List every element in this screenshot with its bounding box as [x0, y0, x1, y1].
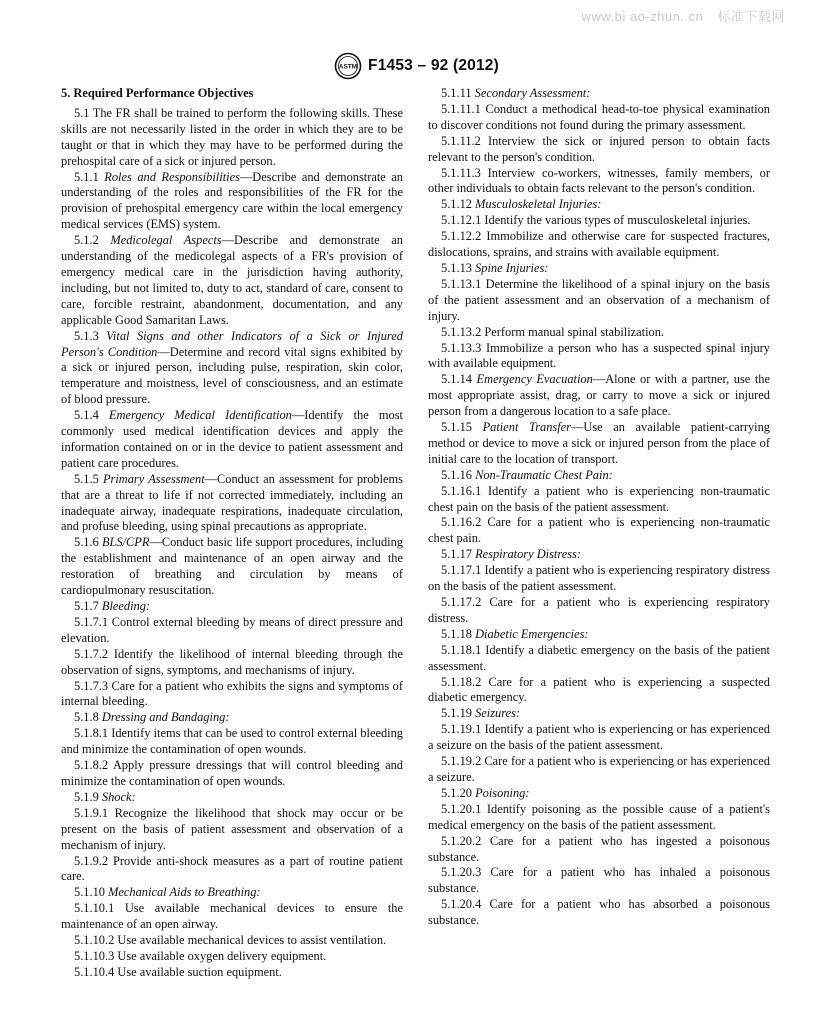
clause-number: 5.1.8	[74, 710, 99, 725]
clause-5-1-12-1	[428, 213, 770, 229]
clause-5-1-13	[428, 261, 770, 277]
clause-number: 5.1.2	[74, 233, 99, 248]
clause-text: Identify a patient who is experiencing non-traumatic chest pain on the basis of the patient assessment.	[428, 483, 770, 514]
clause-number: 5.1.13.1	[441, 276, 482, 291]
logo-text: ASTM	[338, 63, 358, 71]
clause-5-1	[61, 106, 403, 170]
clause-text: —Alone or with a partner, use the most appropriate assist, drag, or carry to move a sick or injured person from a dangerous location to a safe place.	[428, 372, 771, 419]
clause-5-1-8	[61, 710, 403, 726]
clause-number: 5.1.16.1	[441, 483, 482, 498]
clause-number: 5.1.19.1	[441, 722, 482, 737]
section-heading: 5. Required Performance Objectives	[61, 86, 254, 100]
watermark-site: www.bi ao-zhun. cn	[581, 9, 704, 24]
astm-logo-icon	[334, 52, 362, 80]
clause-number: 5.1.11	[441, 86, 472, 100]
clause-5-1-3	[61, 329, 403, 409]
clause-5-1-17	[428, 547, 770, 563]
clause-text: —Describe and demonstrate an understanding of the roles and responsibilities of the FR for the provision of prehospital emergency care within the local emergency medical services (EMS) system.	[61, 169, 403, 232]
clause-number: 5.1.7	[74, 599, 99, 613]
clause-text: Care for a patient who is experiencing non-traumatic chest pain.	[428, 515, 770, 546]
clause-text: Interview co-workers, witnesses, family members, or other individuals to obtain facts relevant to the person's condition.	[428, 165, 770, 196]
clause-5-1-18-2	[428, 675, 770, 707]
clause-number: 5.1.17	[441, 547, 472, 562]
clause-text: Identify a diabetic emergency on the basis of the patient assessment.	[428, 642, 770, 673]
clause-text: Care for a patient who is experiencing or has experienced a seizure.	[428, 754, 770, 784]
clause-text: Identify the likelihood of internal bleeding through the observation of signs, symptoms, and mechanisms of injury.	[61, 646, 403, 677]
clause-5-1-20-2	[428, 834, 770, 866]
clause-text: Care for a patient who is experiencing a suspected diabetic emergency.	[428, 674, 770, 705]
clause-title: Secondary Assessment:	[474, 86, 591, 100]
clause-5-1-11-1	[428, 102, 770, 134]
clause-title: Diabetic Emergencies:	[475, 626, 589, 641]
clause-number: 5.1.14	[441, 372, 472, 387]
clause-text: Identify poisoning as the possible cause of a patient's medical emergency on the basis of the patient assessment.	[428, 801, 770, 832]
clause-5-1-10	[61, 885, 403, 901]
clause-number: 5.1.20.4	[441, 897, 482, 912]
clause-5-1-13-3	[428, 341, 770, 373]
clause-number: 5.1.9.1	[74, 805, 109, 820]
clause-title: Medicolegal Aspects	[110, 233, 222, 248]
clause-number: 5.1.8.1	[74, 726, 109, 741]
clause-5-1-18	[428, 627, 770, 643]
clause-title: Emergency Evacuation	[476, 372, 593, 387]
clause-number: 5.1.7.1	[74, 614, 109, 629]
clause-number: 5.1.8.2	[74, 758, 109, 773]
clause-text: Apply pressure dressings that will control bleeding and minimize the contamination of open wounds.	[61, 758, 403, 788]
clause-5-1-9-2	[61, 854, 403, 886]
clause-5-1-20-3	[428, 865, 770, 897]
clause-number: 5.1.1	[74, 169, 99, 184]
clause-number: 5.1.11.3	[441, 165, 481, 180]
watermark-cn: 标准下载网	[717, 9, 785, 24]
clause-text: Determine the likelihood of a spinal injury on the basis of the patient assessment and an observation of a mechanism of injury.	[428, 276, 770, 323]
clause-5-1-10-2	[61, 933, 403, 949]
clause-5-1-8-1	[61, 726, 403, 758]
clause-number: 5.1.17.2	[441, 595, 482, 609]
clause-5-1-17-2	[428, 595, 770, 627]
clause-title: Patient Transfer	[482, 420, 571, 435]
clause-number: 5.1	[74, 105, 90, 120]
left-column	[61, 86, 403, 981]
clause-5-1-19-1	[428, 722, 770, 754]
clause-number: 5.1.13.3	[441, 340, 482, 355]
clause-text: Identify a patient who is experiencing respiratory distress on the basis of the patient assessment.	[428, 563, 770, 594]
clause-number: 5.1.9.2	[74, 853, 109, 868]
clause-text: Identify the various types of musculoskeletal injuries.	[484, 213, 751, 228]
clause-number: 5.1.10.2	[74, 933, 115, 948]
clause-5-1-10-1	[61, 901, 403, 933]
clause-number: 5.1.13	[441, 260, 472, 275]
clause-5-1-6	[61, 535, 403, 599]
clause-text: —Describe and demonstrate an understanding of the medicolegal aspects of a FR's provision of emergency medical care in the jurisdiction having authority, including, but not limited to, duty to act, standard of care, consent to care, forcible restraint, abandonment, documentation, and any applicable Good Samaritan Laws.	[61, 233, 403, 327]
clause-number: 5.1.12	[441, 197, 472, 212]
clause-text: Provide anti-shock measures as a part of routine patient care.	[61, 853, 403, 884]
clause-number: 5.1.6	[74, 535, 99, 550]
clause-number: 5.1.12.2	[441, 229, 482, 244]
clause-5-1-13-2	[428, 325, 770, 341]
clause-text: Use available mechanical devices to assist ventilation.	[117, 933, 387, 948]
clause-5-1-1	[61, 170, 403, 234]
clause-text: Immobilize and otherwise care for suspected fractures, dislocations, sprains, and strains with available equipment.	[428, 229, 770, 260]
clause-title: Bleeding:	[101, 599, 151, 613]
clause-5-1-15	[428, 420, 770, 468]
right-paragraphs	[428, 86, 770, 929]
clause-5-1-7	[61, 599, 403, 615]
clause-text: Care for a patient who exhibits the signs and symptoms of internal bleeding.	[61, 678, 403, 709]
clause-number: 5.1.7.3	[74, 678, 109, 693]
clause-text: —Determine and record vital signs exhibited by a sick or injured person, including pulse, respiration, skin color, temperature and moistness, level of consciousness, and an estimate of blood pressure.	[61, 344, 403, 407]
clause-number: 5.1.16.2	[441, 515, 482, 530]
clause-number: 5.1.16	[441, 467, 472, 482]
clause-title: Shock:	[101, 789, 136, 804]
right-column	[428, 86, 770, 929]
clause-5-1-16-1	[428, 484, 770, 516]
clause-5-1-19-2	[428, 754, 770, 786]
clause-5-1-20-4	[428, 897, 770, 929]
clause-text: Immobilize a person who has a suspected spinal injury with available equipment.	[428, 340, 771, 371]
clause-5-1-7-2	[61, 647, 403, 679]
clause-text: Use available mechanical devices to ensure the maintenance of an open airway.	[61, 901, 403, 932]
clause-number: 5.1.15	[441, 420, 472, 435]
clause-title: BLS/CPR	[101, 535, 150, 550]
clause-text: Conduct a methodical head-to-toe physical examination to discover conditions not found during the primary assessment.	[428, 101, 770, 132]
clause-number: 5.1.18	[441, 626, 472, 641]
clause-number: 5.1.11.2	[441, 133, 481, 148]
clause-5-1-17-1	[428, 563, 770, 595]
document-designation: F1453 – 92 (2012)	[368, 57, 499, 74]
clause-text: Care for a patient who has inhaled a poisonous substance.	[428, 865, 771, 896]
clause-text: —Identify the most commonly used medical identification devices and apply the information contained on or in the device to patient assessment and patient care procedures.	[61, 408, 403, 470]
clause-5-1-9	[61, 790, 403, 806]
clause-5-1-16-2	[428, 515, 770, 547]
clause-5-1-14	[428, 372, 770, 420]
clause-title: Mechanical Aids to Breathing:	[108, 885, 261, 900]
clause-title: Roles and Responsibilities	[104, 169, 240, 184]
clause-text: —Use an available patient-carrying method or device to move a sick or injured person from the place of initial care to the location of transport.	[428, 420, 770, 466]
clause-5-1-18-1	[428, 643, 770, 675]
clause-number: 5.1.18.1	[441, 642, 482, 657]
clause-number: 5.1.4	[74, 408, 99, 423]
left-paragraphs	[61, 106, 403, 981]
clause-title: Seizures:	[475, 706, 521, 721]
watermark	[582, 6, 785, 25]
clause-number: 5.1.9	[74, 789, 99, 804]
clause-5-1-12	[428, 197, 770, 213]
clause-text: Care for a patient who has absorbed a poisonous substance.	[428, 897, 770, 928]
clause-5-1-10-4	[61, 965, 403, 981]
clause-number: 5.1.19	[441, 706, 472, 721]
clause-text: —Conduct an assessment for problems that are a threat to life if not corrected immediately, including an inadequate airway, inadequate respirations, inadequate circulation, and profuse bleeding, using spinal precautions as appropriate.	[61, 471, 403, 534]
clause-5-1-2	[61, 233, 403, 328]
clause-text: Perform manual spinal stabilization.	[484, 324, 665, 339]
clause-text: Care for a patient who has ingested a poisonous substance.	[428, 833, 770, 864]
clause-text: Use available suction equipment.	[117, 964, 282, 979]
clause-title: Respiratory Distress:	[475, 547, 581, 562]
clause-5-1-5	[61, 472, 403, 536]
clause-5-1-20	[428, 786, 770, 802]
clause-number: 5.1.10.1	[74, 901, 115, 916]
clause-5-1-8-2	[61, 758, 403, 790]
clause-number: 5.1.18.2	[441, 674, 482, 689]
clause-5-1-11-2	[428, 134, 770, 166]
clause-number: 5.1.3	[74, 328, 99, 343]
clause-number: 5.1.7.2	[74, 646, 109, 661]
clause-text: Interview the sick or injured person to obtain facts relevant to the person's condition.	[428, 133, 770, 164]
clause-number: 5.1.13.2	[441, 324, 482, 339]
clause-number: 5.1.20.3	[441, 865, 482, 880]
clause-text: Identify items that can be used to control external bleeding and minimize the contamination of open wounds.	[61, 726, 403, 757]
clause-5-1-10-3	[61, 949, 403, 965]
clause-5-1-20-1	[428, 802, 770, 834]
clause-number: 5.1.20.2	[441, 833, 482, 848]
clause-text: Care for a patient who is experiencing respiratory distress.	[428, 595, 770, 625]
clause-5-1-7-1	[61, 615, 403, 647]
clause-number: 5.1.5	[74, 471, 99, 486]
clause-text: —Conduct basic life support procedures, including the establishment and maintenance of an open airway and the restoration of breathing and circulation by means of cardiopulmonary resuscitation.	[61, 535, 403, 598]
clause-5-1-19	[428, 706, 770, 722]
clause-title: Spine Injuries:	[475, 260, 549, 275]
clause-5-1-13-1	[428, 277, 770, 325]
clause-title: Musculoskeletal Injuries:	[475, 197, 602, 212]
clause-number: 5.1.10.3	[74, 948, 115, 963]
clause-number: 5.1.19.2	[441, 754, 482, 769]
clause-5-1-16	[428, 468, 770, 484]
clause-title: Emergency Medical Identification	[108, 408, 292, 423]
clause-number: 5.1.20.1	[441, 801, 482, 816]
clause-title: Non-Traumatic Chest Pain:	[475, 467, 613, 482]
clause-5-1-11	[428, 86, 770, 102]
clause-title: Vital Signs and other Indicators of a Sick or Injured Person's Condition	[61, 328, 403, 359]
clause-text: Identify a patient who is experiencing or has experienced a seizure on the basis of the patient assessment.	[428, 722, 770, 753]
clause-title: Primary Assessment	[102, 471, 205, 486]
clause-number: 5.1.20	[441, 785, 472, 800]
clause-number: 5.1.12.1	[441, 213, 482, 228]
clause-title: Poisoning:	[475, 785, 530, 800]
clause-text: Recognize the likelihood that shock may occur or be present on the basis of patient assessment and observation of a mechanism of injury.	[61, 805, 403, 852]
document-header	[0, 52, 833, 85]
clause-5-1-11-3	[428, 166, 770, 198]
clause-number: 5.1.10	[74, 885, 105, 900]
clause-number: 5.1.10.4	[74, 964, 115, 979]
clause-5-1-4	[61, 408, 403, 472]
clause-number: 5.1.11.1	[441, 101, 481, 116]
clause-5-1-12-2	[428, 229, 770, 261]
clause-text: Control external bleeding by means of direct pressure and elevation.	[61, 614, 403, 645]
clause-text: Use available oxygen delivery equipment.	[117, 948, 327, 963]
clause-5-1-7-3	[61, 679, 403, 711]
clause-text: The FR shall be trained to perform the following skills. These skills are not necessarily listed in the order in which they are to be taught or that in which they may have to be performed during the prehospital care of a sick or injured person.	[61, 105, 403, 168]
clause-number: 5.1.17.1	[441, 563, 482, 578]
clause-title: Dressing and Bandaging:	[101, 710, 230, 725]
clause-5-1-9-1	[61, 806, 403, 854]
